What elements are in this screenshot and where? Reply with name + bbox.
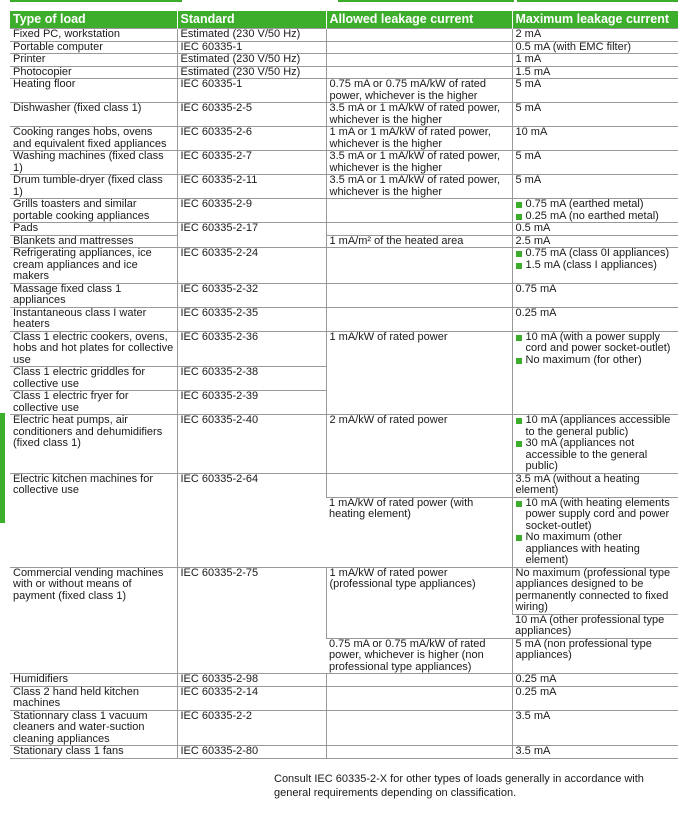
cell-max: 10 mA bbox=[512, 127, 678, 151]
cell-type: Washing machines (fixed class 1) bbox=[10, 151, 177, 175]
cell-type: Humidifiers bbox=[10, 674, 177, 687]
cell-standard: IEC 60335-2-2 bbox=[177, 710, 326, 746]
cell-allowed bbox=[326, 710, 512, 746]
bullet-square-icon bbox=[516, 251, 522, 257]
cell-type: Stationary class 1 fans bbox=[10, 746, 177, 759]
bullet-square-icon bbox=[516, 335, 522, 341]
table-row bbox=[10, 283, 678, 307]
cell-type: Fixed PC, workstation bbox=[10, 29, 177, 42]
bullet-item: No maximum (other appliances with heating element) bbox=[516, 532, 676, 567]
cell-allowed bbox=[326, 54, 512, 67]
cell-type: Refrigerating appliances, ice cream appliances and ice makers bbox=[10, 248, 177, 284]
bullet-square-icon bbox=[516, 214, 522, 220]
cell-max: 2.5 mA bbox=[512, 235, 678, 248]
table-row bbox=[10, 79, 678, 103]
cell-max: 0.5 mA (with EMC filter) bbox=[512, 41, 678, 54]
cell-standard: IEC 60335-2-5 bbox=[177, 103, 326, 127]
cell-allowed: 1 mA/m² of the heated area bbox=[326, 235, 512, 248]
table-row bbox=[10, 127, 678, 151]
cell-max: 3.5 mA bbox=[512, 710, 678, 746]
cell-standard: IEC 60335-2-9 bbox=[177, 199, 326, 223]
cell-standard: IEC 60335-2-24 bbox=[177, 248, 326, 284]
cell-max bbox=[512, 497, 678, 567]
cell-allowed bbox=[326, 674, 512, 687]
cell-standard: Estimated (230 V/50 Hz) bbox=[177, 29, 326, 42]
footnote: Consult IEC 60335-2-X for other types of loads generally in accordance with general requirements depending on classification. bbox=[274, 773, 644, 799]
cell-type: Pads bbox=[10, 223, 177, 236]
cell-allowed: 3.5 mA or 1 mA/kW of rated power, whichever is the higher bbox=[326, 103, 512, 127]
cell-standard: IEC 60335-2-40 bbox=[177, 415, 326, 474]
cell-standard: Estimated (230 V/50 Hz) bbox=[177, 66, 326, 79]
cell-allowed: 3.5 mA or 1 mA/kW of rated power, whichever is the higher bbox=[326, 175, 512, 199]
cell-type: Commercial vending machines with or without means of payment (fixed class 1) bbox=[10, 567, 177, 674]
bullet-item: 10 mA (with heating elements power supply cord and power socket-outlet) bbox=[516, 498, 676, 533]
cell-type: Portable computer bbox=[10, 41, 177, 54]
table-row bbox=[10, 54, 678, 67]
table-row bbox=[10, 686, 678, 710]
cell-allowed: 0.75 mA or 0.75 mA/kW of rated power, whichever is higher (non professional type appliances) bbox=[326, 638, 512, 674]
table-row bbox=[10, 29, 678, 42]
header-type-of-load: Type of load bbox=[10, 11, 177, 29]
bullet-square-icon bbox=[516, 202, 522, 208]
table-row bbox=[10, 674, 678, 687]
cell-allowed: 2 mA/kW of rated power bbox=[326, 415, 512, 474]
bullet-item: 0.75 mA (earthed metal) bbox=[516, 199, 676, 211]
top-rule-segment bbox=[517, 0, 678, 2]
cell-type: Grills toasters and similar portable cooking appliances bbox=[10, 199, 177, 223]
cell-max: 3.5 mA (without a heating element) bbox=[512, 473, 678, 497]
cell-max: 5 mA bbox=[512, 79, 678, 103]
cell-allowed bbox=[326, 283, 512, 307]
cell-type: Stationnary class 1 vacuum cleaners and water-suction cleaning appliances bbox=[10, 710, 177, 746]
cell-allowed: 1 mA/kW of rated power (with heating element) bbox=[326, 497, 512, 567]
cell-standard: IEC 60335-2-7 bbox=[177, 151, 326, 175]
cell-type: Class 2 hand held kitchen machines bbox=[10, 686, 177, 710]
cell-standard: IEC 60335-1 bbox=[177, 79, 326, 103]
bullet-square-icon bbox=[516, 535, 522, 541]
cell-standard: IEC 60335-2-6 bbox=[177, 127, 326, 151]
cell-allowed bbox=[326, 473, 512, 497]
cell-type: Blankets and mattresses bbox=[10, 235, 177, 248]
bullet-square-icon bbox=[516, 263, 522, 269]
cell-standard: IEC 60335-1 bbox=[177, 41, 326, 54]
table-row bbox=[10, 41, 678, 54]
bullet-item: No maximum (for other) bbox=[516, 355, 676, 367]
cell-type: Electric kitchen machines for collective use bbox=[10, 473, 177, 567]
cell-allowed: 1 mA/kW of rated power (professional type appliances) bbox=[326, 567, 512, 638]
cell-allowed: 3.5 mA or 1 mA/kW of rated power, whichever is the higher bbox=[326, 151, 512, 175]
cell-standard: Estimated (230 V/50 Hz) bbox=[177, 54, 326, 67]
bullet-item: 0.75 mA (class 0I appliances) bbox=[516, 248, 676, 260]
bullet-item: 0.25 mA (no earthed metal) bbox=[516, 211, 676, 223]
table-row bbox=[10, 710, 678, 746]
cell-allowed bbox=[326, 199, 512, 223]
cell-max: 0.75 mA bbox=[512, 283, 678, 307]
cell-standard: IEC 60335-2-36 bbox=[177, 331, 326, 367]
cell-max: 5 mA bbox=[512, 175, 678, 199]
cell-max: 0.25 mA bbox=[512, 307, 678, 331]
cell-max: 10 mA (other professional type appliances) bbox=[512, 614, 678, 638]
cell-max: 2 mA bbox=[512, 29, 678, 42]
cell-standard: IEC 60335-2-75 bbox=[177, 567, 326, 674]
bullet-item: 10 mA (appliances accessible to the general public) bbox=[516, 415, 676, 438]
cell-type: Instantaneous class I water heaters bbox=[10, 307, 177, 331]
cell-type: Class 1 electric fryer for collective use bbox=[10, 391, 177, 415]
cell-type: Dishwasher (fixed class 1) bbox=[10, 103, 177, 127]
table-header-row bbox=[10, 11, 678, 29]
bullet-square-icon bbox=[516, 358, 522, 364]
top-rule-segment bbox=[338, 0, 514, 2]
cell-max bbox=[512, 415, 678, 474]
cell-allowed bbox=[326, 746, 512, 759]
cell-max: 5 mA (non professional type appliances) bbox=[512, 638, 678, 674]
cell-standard: IEC 60335-2-35 bbox=[177, 307, 326, 331]
cell-type: Massage fixed class 1 appliances bbox=[10, 283, 177, 307]
cell-type: Class 1 electric cookers, ovens, hobs and hot plates for collective use bbox=[10, 331, 177, 367]
cell-standard: IEC 60335-2-38 bbox=[177, 367, 326, 391]
table-row bbox=[10, 567, 678, 614]
leakage-current-table bbox=[10, 11, 678, 759]
table-row bbox=[10, 223, 678, 236]
cell-allowed bbox=[326, 29, 512, 42]
table-row bbox=[10, 151, 678, 175]
cell-allowed: 1 mA or 1 mA/kW of rated power, whichever is the higher bbox=[326, 127, 512, 151]
cell-standard: IEC 60335-2-64 bbox=[177, 473, 326, 567]
cell-type: Drum tumble-dryer (fixed class 1) bbox=[10, 175, 177, 199]
cell-type: Cooking ranges hobs, ovens and equivalent fixed appliances bbox=[10, 127, 177, 151]
cell-type: Class 1 electric griddles for collective use bbox=[10, 367, 177, 391]
cell-standard: IEC 60335-2-14 bbox=[177, 686, 326, 710]
bullet-square-icon bbox=[516, 418, 522, 424]
top-rule-segment bbox=[10, 0, 182, 2]
table-row bbox=[10, 199, 678, 223]
cell-max bbox=[512, 331, 678, 415]
bullet-item: 10 mA (with a power supply cord and power socket-outlet) bbox=[516, 332, 676, 355]
table-row bbox=[10, 66, 678, 79]
header-standard: Standard bbox=[177, 11, 326, 29]
bullet-square-icon bbox=[516, 501, 522, 507]
top-rule bbox=[10, 0, 678, 2]
table-row bbox=[10, 248, 678, 284]
cell-standard: IEC 60335-2-80 bbox=[177, 746, 326, 759]
table-row bbox=[10, 103, 678, 127]
cell-type: Electric heat pumps, air conditioners and dehumidifiers (fixed class 1) bbox=[10, 415, 177, 474]
cell-max: 0.5 mA bbox=[512, 223, 678, 236]
bullet-item: 1.5 mA (class I appliances) bbox=[516, 260, 676, 272]
cell-standard: IEC 60335-2-32 bbox=[177, 283, 326, 307]
cell-allowed bbox=[326, 66, 512, 79]
header-allowed-leakage: Allowed leakage current bbox=[326, 11, 512, 29]
cell-type: Heating floor bbox=[10, 79, 177, 103]
cell-max: No maximum (professional type appliances designed to be permanently connected to fixed wiring) bbox=[512, 567, 678, 614]
cell-max: 1.5 mA bbox=[512, 66, 678, 79]
cell-max: 0.25 mA bbox=[512, 674, 678, 687]
cell-type: Photocopier bbox=[10, 66, 177, 79]
cell-standard: IEC 60335-2-39 bbox=[177, 391, 326, 415]
cell-max bbox=[512, 248, 678, 284]
table-row bbox=[10, 175, 678, 199]
cell-allowed bbox=[326, 41, 512, 54]
table-row bbox=[10, 415, 678, 474]
cell-max: 1 mA bbox=[512, 54, 678, 67]
cell-type: Printer bbox=[10, 54, 177, 67]
cell-max: 5 mA bbox=[512, 151, 678, 175]
cell-allowed bbox=[326, 248, 512, 284]
side-tab-marker bbox=[0, 413, 5, 523]
cell-allowed bbox=[326, 686, 512, 710]
cell-allowed: 0.75 mA or 0.75 mA/kW of rated power, whichever is the higher bbox=[326, 79, 512, 103]
table-row bbox=[10, 746, 678, 759]
cell-allowed bbox=[326, 223, 512, 236]
cell-max: 5 mA bbox=[512, 103, 678, 127]
cell-standard: IEC 60335-2-98 bbox=[177, 674, 326, 687]
cell-max: 3.5 mA bbox=[512, 746, 678, 759]
cell-max bbox=[512, 199, 678, 223]
table-row bbox=[10, 473, 678, 497]
header-maximum-leakage: Maximum leakage current bbox=[512, 11, 678, 29]
cell-standard: IEC 60335-2-11 bbox=[177, 175, 326, 199]
bullet-square-icon bbox=[516, 441, 522, 447]
cell-allowed bbox=[326, 307, 512, 331]
table-row bbox=[10, 331, 678, 367]
cell-allowed: 1 mA/kW of rated power bbox=[326, 331, 512, 415]
cell-max: 0.25 mA bbox=[512, 686, 678, 710]
bullet-item: 30 mA (appliances not accessible to the general public) bbox=[516, 438, 676, 473]
table-row bbox=[10, 235, 678, 248]
table-row bbox=[10, 307, 678, 331]
cell-standard: IEC 60335-2-17 bbox=[177, 223, 326, 248]
